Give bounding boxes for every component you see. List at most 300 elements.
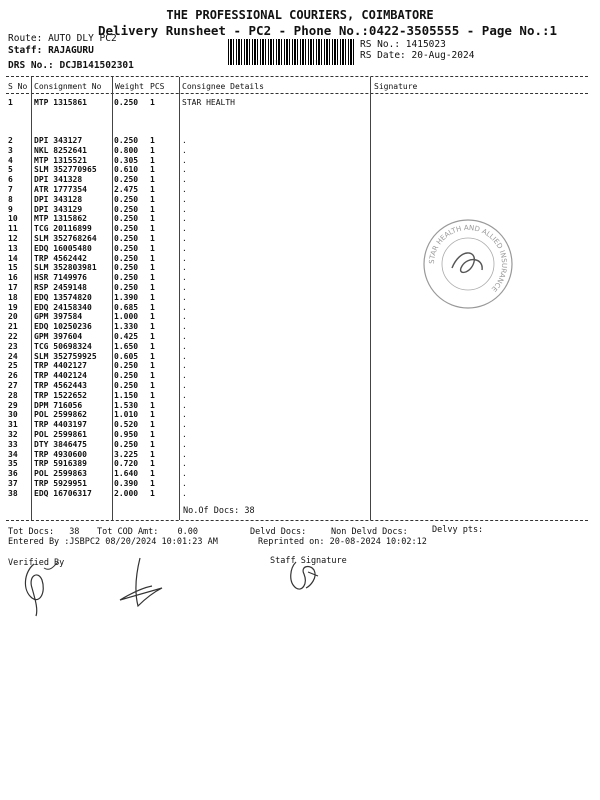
verified-by-label: Verified By [8,558,65,568]
table-row [6,440,235,450]
tot-cod [97,527,198,537]
row-consignment-number: 13574820 [53,292,92,302]
row-weight: 1.010 [114,410,139,420]
row-weight: 0.250 [114,204,139,214]
row-weight: 0.250 [114,214,139,224]
row-consignment [34,156,114,166]
table-row [6,391,235,401]
row-consignment-code: TRP [34,478,49,488]
no-of-docs: No.Of Docs: 38 [183,506,255,516]
top-divider [6,76,588,77]
runsheet-subtitle: Delivery Runsheet - PC2 - Phone No.:0422-3505555 - Page No.:1 [98,23,558,38]
row-consignment-code: TRP [34,449,49,459]
row-consignee-details: . [182,224,187,234]
runsheet-table [6,98,235,498]
table-row [6,430,235,440]
row-pcs: 1 [150,459,155,469]
row-consignment-number: 343128 [53,194,83,204]
row-consignment-code: EDQ [34,322,49,332]
row-weight: 0.250 [114,371,139,381]
row-consignment-number: 5929951 [53,478,87,488]
row-pcs: 1 [150,175,155,185]
row-consignment [34,175,114,185]
row-consignment-number: 352770965 [53,165,97,175]
row-consignee-details: . [182,449,187,459]
row-sno: 30 [8,410,18,420]
row-sno: 25 [8,361,18,371]
row-consignment-code: TRP [34,459,49,469]
row-consignee-details: . [182,292,187,302]
row-weight: 0.250 [114,361,139,371]
row-consignment [34,312,114,322]
row-consignment [34,459,114,469]
row-pcs: 1 [150,478,155,488]
row-pcs: 1 [150,263,155,273]
col-header-consignment: Consignment No [34,82,102,91]
row-pcs: 1 [150,312,155,322]
row-consignment-number: 397584 [53,312,83,322]
route-line [8,33,117,44]
staff-line [8,45,94,56]
row-sno: 2 [8,136,13,145]
row-pcs: 1 [150,331,155,341]
row-consignee-details: . [182,204,187,214]
second-signature [110,556,166,612]
row-consignment [34,244,114,254]
row-pcs: 1 [150,429,155,439]
row-pcs: 1 [150,351,155,361]
row-consignment-code: NKL [34,145,49,155]
row-consignment-number: 2599862 [53,410,87,420]
row-sno: 15 [8,263,18,273]
row-consignment-code: TRP [34,371,49,381]
table-row [6,450,235,460]
row-weight: 0.250 [114,243,139,253]
row-consignment-number: 4562442 [53,253,87,263]
table-row [6,156,235,166]
row-sno: 38 [8,488,18,498]
row-consignee-details: . [182,233,187,243]
row-pcs: 1 [150,194,155,204]
rs-no-label: RS No.: [360,39,401,50]
row-consignment [34,146,114,156]
row-consignment-number: 343127 [53,136,83,145]
row-consignment-code: TRP [34,380,49,390]
row-consignment-number: 352759925 [53,351,97,361]
row-consignment-number: 20116899 [53,224,92,234]
row-consignment-number: 4930600 [53,449,87,459]
delvy-pts-label: Delvy pts: [432,525,484,535]
table-row [6,381,235,391]
row-consignment-number: 2599861 [53,429,87,439]
row-consignment-number: 4403197 [53,420,87,430]
row-weight: 1.150 [114,390,139,400]
row-pcs: 1 [150,449,155,459]
rs-date-value: 20-Aug-2024 [411,50,475,61]
row-consignee-details: . [182,282,187,292]
row-consignee-details: . [182,184,187,194]
row-sno: 10 [8,214,18,224]
table-row [6,352,235,362]
row-sno: 36 [8,469,18,479]
row-weight: 0.250 [114,439,139,449]
row-pcs: 1 [150,439,155,449]
row-consignee-details: . [182,136,187,145]
row-weight: 0.250 [114,282,139,292]
row-pcs: 1 [150,224,155,234]
row-weight: 0.250 [114,263,139,273]
row-consignment [34,165,114,175]
row-consignment [34,195,114,205]
row-consignee-details: . [182,380,187,390]
row-sno: 33 [8,439,18,449]
row-weight: 0.250 [114,175,139,185]
row-sno: 1 [8,98,13,107]
row-pcs: 1 [150,145,155,155]
row-consignee-details: . [182,243,187,253]
table-row [6,293,235,303]
row-pcs: 1 [150,400,155,410]
row-consignee-details: . [182,400,187,410]
row-consignment [34,205,114,215]
row-sno: 16 [8,273,18,283]
staff-value: RAJAGURU [48,45,94,56]
row-weight: 0.520 [114,420,139,430]
row-sno: 23 [8,341,18,351]
table-row [6,420,235,430]
row-consignment [34,381,114,391]
row-consignee-details: . [182,175,187,185]
company-seal-stamp [422,218,514,310]
row-pcs: 1 [150,420,155,430]
row-weight: 1.330 [114,322,139,332]
row-pcs: 1 [150,98,155,107]
row-sno: 29 [8,400,18,410]
rs-date-label: RS Date: [360,50,406,61]
row-consignee-details: . [182,312,187,322]
footer-totals [8,527,79,537]
row-consignment-code: HSR [34,273,49,283]
row-consignment-number: 50698324 [53,341,92,351]
table-row [6,263,235,273]
row-consignment-number: 7149976 [53,273,87,283]
row-weight: 0.250 [114,194,139,204]
row-weight: 0.250 [114,380,139,390]
row-weight: 0.250 [114,136,139,145]
row-weight: 0.720 [114,459,139,469]
row-consignment [34,430,114,440]
row-sno: 18 [8,292,18,302]
row-consignee-details: . [182,331,187,341]
row-pcs: 1 [150,243,155,253]
col-line-4 [370,77,371,520]
row-consignment-code: TCG [34,224,49,234]
row-sno: 37 [8,478,18,488]
row-consignment-code: MTP [34,214,49,224]
row-sno: 4 [8,155,13,165]
row-weight: 0.610 [114,165,139,175]
route-label: Route: [8,33,43,44]
row-consignment-number: 3846475 [53,439,87,449]
row-consignment-number: 4402127 [53,361,87,371]
row-weight: 3.225 [114,449,139,459]
row-consignment-code: DPI [34,204,49,214]
row-weight: 2.475 [114,184,139,194]
row-weight: 0.250 [114,224,139,234]
table-row [6,175,235,185]
row-weight: 0.950 [114,429,139,439]
tot-docs-value: 38 [69,527,80,537]
row-sno: 19 [8,302,18,312]
row-consignment-code: POL [34,410,49,420]
row-consignment [34,401,114,411]
row-consignment [34,273,114,283]
row-consignment-number: 341328 [53,175,83,185]
staff-signature [284,558,328,594]
row-consignment-number: 2599863 [53,469,87,479]
col-header-consignee: Consignee Details [182,82,264,91]
table-row [6,98,235,136]
rs-no-line [360,39,446,50]
row-pcs: 1 [150,155,155,165]
table-row [6,214,235,224]
col-header-weight: Weight [115,82,144,91]
table-row [6,459,235,469]
row-consignment-number: 1777354 [53,184,87,194]
row-pcs: 1 [150,204,155,214]
row-consignment [34,361,114,371]
row-pcs: 1 [150,380,155,390]
row-consignment-number: 352803981 [53,263,97,273]
row-pcs: 1 [150,488,155,498]
row-sno: 7 [8,184,13,194]
row-consignment-number: 16706317 [53,488,92,498]
col-header-sno: S No [8,82,28,91]
row-pcs: 1 [150,273,155,283]
row-consignment-code: TRP [34,253,49,263]
row-consignee-details: . [182,469,187,479]
row-consignment-number: 24158340 [53,302,92,312]
row-consignment-code: TRP [34,361,49,371]
row-pcs: 1 [150,184,155,194]
row-consignment [34,136,114,146]
row-consignment-number: 397604 [53,331,83,341]
row-consignment-code: DTY [34,439,49,449]
row-pcs: 1 [150,253,155,263]
row-consignment-code: SLM [34,351,49,361]
row-sno: 27 [8,380,18,390]
row-consignment-code: SLM [34,233,49,243]
row-consignment [34,420,114,430]
table-row [6,312,235,322]
row-consignment-code: EDQ [34,243,49,253]
verifier-signature [14,558,68,618]
non-delvd-docs-label: Non Delvd Docs: [331,527,408,537]
row-consignment-number: 16005480 [53,243,92,253]
row-consignment [34,303,114,313]
table-row [6,401,235,411]
table-row [6,224,235,234]
row-sno: 12 [8,233,18,243]
row-consignee-details: . [182,371,187,381]
table-row [6,361,235,371]
table-row [6,146,235,156]
table-row [6,303,235,313]
row-weight: 0.250 [114,233,139,243]
row-pcs: 1 [150,322,155,332]
table-row [6,254,235,264]
header-divider [6,93,588,94]
row-consignee-details: . [182,165,187,175]
row-consignment [34,234,114,244]
row-pcs: 1 [150,282,155,292]
row-consignment-code: DPI [34,136,49,145]
row-consignee-details: . [182,478,187,488]
row-consignee-details: . [182,459,187,469]
row-sno: 8 [8,194,13,204]
row-consignment [34,332,114,342]
row-weight: 0.800 [114,145,139,155]
row-consignment [34,254,114,264]
row-consignment-code: TRP [34,390,49,400]
drs-line [8,60,134,71]
row-weight: 1.530 [114,400,139,410]
row-consignee-details: . [182,322,187,332]
row-weight: 1.650 [114,341,139,351]
row-sno: 35 [8,459,18,469]
row-consignment [34,224,114,234]
row-sno: 13 [8,243,18,253]
row-sno: 34 [8,449,18,459]
tot-cod-value: 0.00 [177,527,199,537]
row-consignment [34,489,114,499]
row-sno: 9 [8,204,13,214]
table-row [6,322,235,332]
row-consignment-number: 5916389 [53,459,87,469]
table-row [6,165,235,175]
row-pcs: 1 [150,214,155,224]
row-sno: 14 [8,253,18,263]
row-sno: 6 [8,175,13,185]
row-sno: 31 [8,420,18,430]
entered-by: Entered By :JSBPC2 08/20/2024 10:01:23 AM [8,537,218,547]
delvd-docs-label: Delvd Docs: [250,527,307,537]
row-consignment [34,98,114,136]
rs-date-line [360,50,474,61]
row-consignment-number: 1315521 [53,155,87,165]
stamp-text: STAR HEALTH AND ALLIED INSURANCE [427,223,509,294]
row-consignment [34,263,114,273]
row-weight: 0.685 [114,302,139,312]
row-consignment [34,283,114,293]
row-pcs: 1 [150,165,155,175]
row-sno: 22 [8,331,18,341]
staff-label: Staff: [8,45,43,56]
row-consignment-code: DPM [34,400,49,410]
row-weight: 0.250 [114,98,139,107]
rs-no-value: 1415023 [405,39,446,50]
row-consignee-details: . [182,253,187,263]
row-consignment [34,352,114,362]
barcode [228,39,354,65]
row-sno: 11 [8,224,18,234]
row-consignment-code: TRP [34,420,49,430]
row-consignment-number: 1315862 [53,214,87,224]
row-sno: 20 [8,312,18,322]
company-title: THE PROFESSIONAL COURIERS, COIMBATORE [166,8,434,22]
row-pcs: 1 [150,341,155,351]
table-row [6,332,235,342]
row-consignment [34,391,114,401]
table-row [6,195,235,205]
table-row [6,244,235,254]
row-consignment-code: EDQ [34,292,49,302]
runsheet-body [6,98,235,498]
row-consignee-details: . [182,390,187,400]
row-consignment-number: 1522652 [53,390,87,400]
table-bottom-divider [6,520,588,521]
row-consignment [34,450,114,460]
row-consignee-details: . [182,155,187,165]
row-consignee-details: . [182,429,187,439]
table-row [6,479,235,489]
row-consignment-number: 1315861 [53,98,87,107]
row-consignment-code: POL [34,469,49,479]
row-sno: 32 [8,429,18,439]
row-consignment [34,410,114,420]
table-row [6,469,235,479]
row-consignment-code: EDQ [34,488,49,498]
col-header-pcs: PCS [150,82,165,91]
row-pcs: 1 [150,410,155,420]
row-consignment-code: DPI [34,175,49,185]
row-consignee-details: . [182,420,187,430]
table-row [6,136,235,146]
staff-signature-label: Staff Signature [270,556,347,566]
row-consignment-number: 343129 [53,204,83,214]
row-pcs: 1 [150,302,155,312]
col-header-signature: Signature [374,82,418,91]
row-weight: 2.000 [114,488,139,498]
row-consignee-details: . [182,488,187,498]
row-weight: 0.250 [114,253,139,263]
row-consignment [34,185,114,195]
row-pcs: 1 [150,233,155,243]
row-consignment-code: GPM [34,312,49,322]
row-pcs: 1 [150,136,155,145]
row-consignee-details: STAR HEALTH [182,98,235,107]
row-consignment-number: 4402124 [53,371,87,381]
row-consignee-details: . [182,351,187,361]
row-pcs: 1 [150,292,155,302]
row-sno: 21 [8,322,18,332]
row-consignment-code: RSP [34,282,49,292]
row-sno: 28 [8,390,18,400]
row-weight: 0.390 [114,478,139,488]
tot-docs-label: Tot Docs: [8,527,55,537]
drs-value: DCJB141502301 [59,60,134,71]
row-sno: 17 [8,282,18,292]
table-row [6,205,235,215]
row-sno: 24 [8,351,18,361]
row-consignment [34,214,114,224]
row-consignment [34,322,114,332]
drs-label: DRS No.: [8,60,54,71]
row-consignment-code: SLM [34,165,49,175]
row-consignment-code: POL [34,429,49,439]
row-consignment [34,469,114,479]
row-weight: 0.425 [114,331,139,341]
